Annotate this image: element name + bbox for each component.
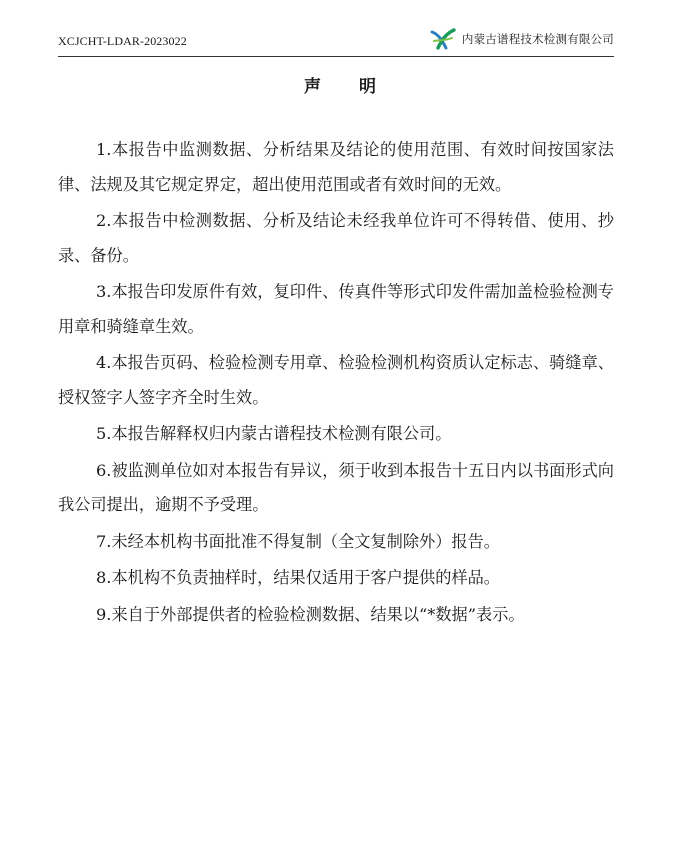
declaration-clause-8: 8.本机构不负责抽样时，结果仅适用于客户提供的样品。 (96, 568, 500, 587)
declaration-clause-7: 7.未经本机构书面批准不得复制（全文复制除外）报告。 (96, 531, 500, 551)
header-divider (58, 56, 614, 57)
company-logo-icon (430, 28, 456, 50)
document-code: XCJCHT-LDAR-2023022 (58, 34, 187, 48)
company-branding (430, 28, 614, 50)
declaration-clause-1: 1.本报告中监测数据、分析结果及结论的使用范围、有效时间按国家法律、法规及其它规定界定，超出使用范围或者有效时间的无效。 (58, 140, 614, 194)
declaration-body (58, 133, 614, 634)
declaration-clause-4: 4.本报告页码、检验检测专用章、检验检测机构资质认定标志、骑缝章、授权签字人签字齐全时生效。 (58, 353, 614, 407)
declaration-clause-6: 6.被监测单位如对本报告有异议，须于收到本报告十五日内以书面形式向我公司提出，逾期不予受理。 (58, 460, 614, 514)
company-name: 内蒙古谱程技术检测有限公司 (461, 32, 614, 46)
declaration-clause-9: 9.来自于外部提供者的检验检测数据、结果以“*数据”表示。 (96, 604, 525, 624)
declaration-clause-3: 3.本报告印发原件有效，复印件、传真件等形式印发件需加盖检验检测专用章和骑缝章生效。 (58, 282, 614, 336)
page-title: 声明 (304, 77, 414, 97)
page-header (58, 26, 614, 56)
declaration-clause-5: 5.本报告解释权归内蒙古谱程技术检测有限公司。 (96, 424, 452, 443)
declaration-clause-2: 2.本报告中检测数据、分析及结论未经我单位许可不得转借、使用、抄录、备份。 (58, 211, 614, 265)
